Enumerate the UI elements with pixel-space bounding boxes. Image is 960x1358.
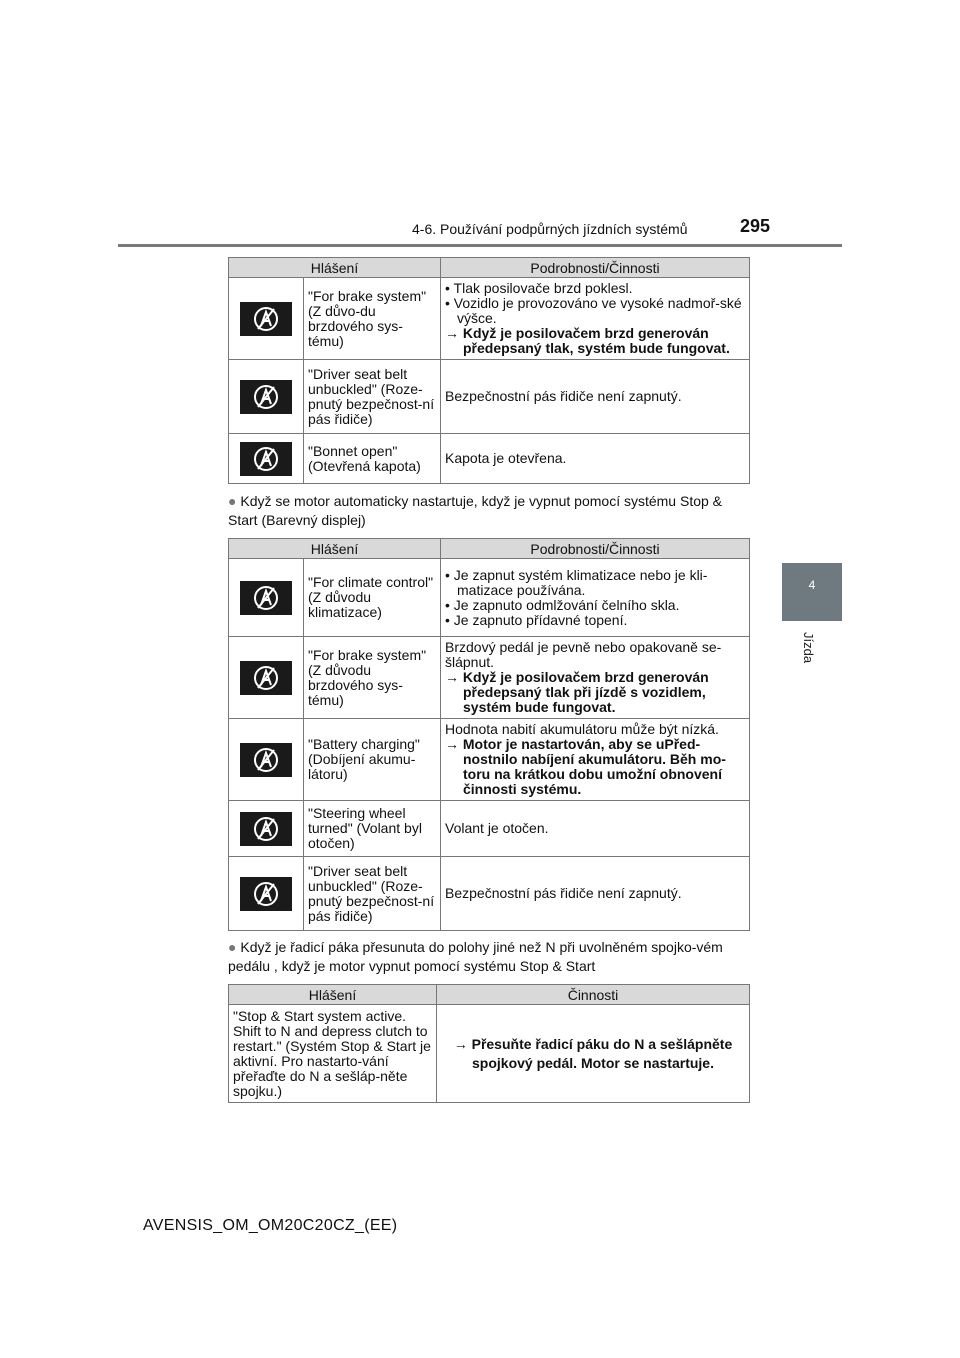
stop-start-off-icon (240, 581, 292, 615)
detail-line: • Je zapnuto přídavné topení. (445, 611, 628, 628)
section-title: 4-6. Používání podpůrných jízdních systémů (412, 221, 688, 237)
paragraph (228, 938, 750, 976)
message-cell: "Battery charging" (Dobíjení akumu-látoru) (304, 719, 441, 801)
paragraph-text: Když je řadicí páka přesunuta do polohy jiné než N při uvolněném spojko-vém pedálu , když je motor vypnut pomocí systému Stop & Start (228, 939, 723, 974)
details-cell: Bezpečnostní pás řidiče není zapnutý. (441, 360, 750, 434)
header-actions: Činnosti (437, 985, 750, 1005)
table-stop-start-2 (228, 538, 750, 931)
header-message: Hlášení (229, 258, 441, 278)
header-rule (118, 244, 842, 247)
message-cell: "For climate control" (Z důvodu klimatizace) (304, 559, 441, 637)
action-line: → Motor je nastartován, aby se uPřed-nostnilo nabíjení akumulátoru. Běh mo-toru na krátkou dobu umožní obnovení činnosti systému. (445, 736, 726, 797)
details-cell (441, 637, 750, 719)
table-header-row (229, 258, 750, 278)
header-details: Podrobnosti/Činnosti (441, 539, 750, 559)
stop-start-off-icon (240, 302, 292, 336)
table-row (229, 434, 750, 484)
table-row (229, 637, 750, 719)
table-stop-start-3 (228, 984, 750, 1103)
detail-line: • Tlak posilovače brzd poklesl. (445, 280, 633, 296)
detail-line: Brzdový pedál je pevně nebo opakovaně se-šlápnut. (445, 639, 722, 670)
details-cell (441, 719, 750, 801)
message-cell: "For brake system" (Z důvo-du brzdového sys-tému) (304, 278, 441, 360)
details-cell (441, 559, 750, 637)
table-row (229, 559, 750, 637)
table-row (229, 857, 750, 931)
stop-start-off-icon (240, 743, 292, 777)
chapter-label: Jízda (801, 632, 816, 664)
message-cell: "Driver seat belt unbuckled" (Roze-pnutý bezpečnost-ní pás řidiče) (304, 857, 441, 931)
paragraph-text: Když se motor automaticky nastartuje, když je vypnut pomocí systému Stop & Start (Barevný displej) (228, 493, 723, 528)
message-cell: "Driver seat belt unbuckled" (Roze-pnutý bezpečnost-ní pás řidiče) (304, 360, 441, 434)
message-cell: "Stop & Start system active. Shift to N and depress clutch to restart." (Systém Stop & Start je aktivní. Pro nastarto-vání přeřaďte do N a sešláp-něte spojku.) (229, 1005, 437, 1103)
stop-start-off-icon (240, 812, 292, 846)
message-cell: "Steering wheel turned" (Volant byl otočen) (304, 801, 441, 857)
detail-line: Hodnota nabití akumulátoru může být nízká. (445, 721, 719, 737)
table-row (229, 278, 750, 360)
details-cell: Volant je otočen. (441, 801, 750, 857)
table-row (229, 719, 750, 801)
table-stop-start-1 (228, 257, 750, 484)
header-details: Podrobnosti/Činnosti (441, 258, 750, 278)
stop-start-off-icon (240, 877, 292, 911)
table-header-row (229, 985, 750, 1005)
details-cell (441, 278, 750, 360)
bullet-icon: ● (228, 493, 237, 509)
details-cell: Kapota je otevřena. (441, 434, 750, 484)
message-cell: "Bonnet open" (Otevřená kapota) (304, 434, 441, 484)
stop-start-off-icon (240, 380, 292, 414)
details-cell: Bezpečnostní pás řidiče není zapnutý. (441, 857, 750, 931)
detail-line: • Vozidlo je provozováno ve vysoké nadmoř-ské výšce. (445, 295, 742, 326)
detail-line: • Je zapnuto odmlžování čelního skla. (445, 596, 680, 613)
footer-doc-code: AVENSIS_OM_OM20C20CZ_(EE) (143, 1217, 398, 1234)
table-row (229, 360, 750, 434)
paragraph (228, 492, 750, 530)
message-cell: "For brake system" (Z důvodu brzdového sys-tému) (304, 637, 441, 719)
chapter-tab: 4 (782, 563, 842, 621)
action-line: → Přesuňte řadicí páku do N a sešlápněte spojkový pedál. Motor se nastartuje. (453, 1035, 733, 1071)
header-message: Hlášení (229, 539, 441, 559)
table-header-row (229, 539, 750, 559)
header-message: Hlášení (229, 985, 437, 1005)
stop-start-off-icon (240, 442, 292, 476)
page-number: 295 (740, 216, 771, 236)
action-line: → Když je posilovačem brzd generován předepsaný tlak, systém bude fungovat. (445, 325, 730, 356)
table-row (229, 1005, 750, 1103)
bullet-icon: ● (228, 939, 237, 955)
stop-start-off-icon (240, 661, 292, 695)
table-row (229, 801, 750, 857)
details-cell (437, 1005, 750, 1103)
detail-line: • Je zapnut systém klimatizace nebo je kli-matizace používána. (445, 566, 708, 598)
action-line: → Když je posilovačem brzd generován předepsaný tlak při jízdě s vozidlem, systém bude fungovat. (445, 669, 709, 715)
